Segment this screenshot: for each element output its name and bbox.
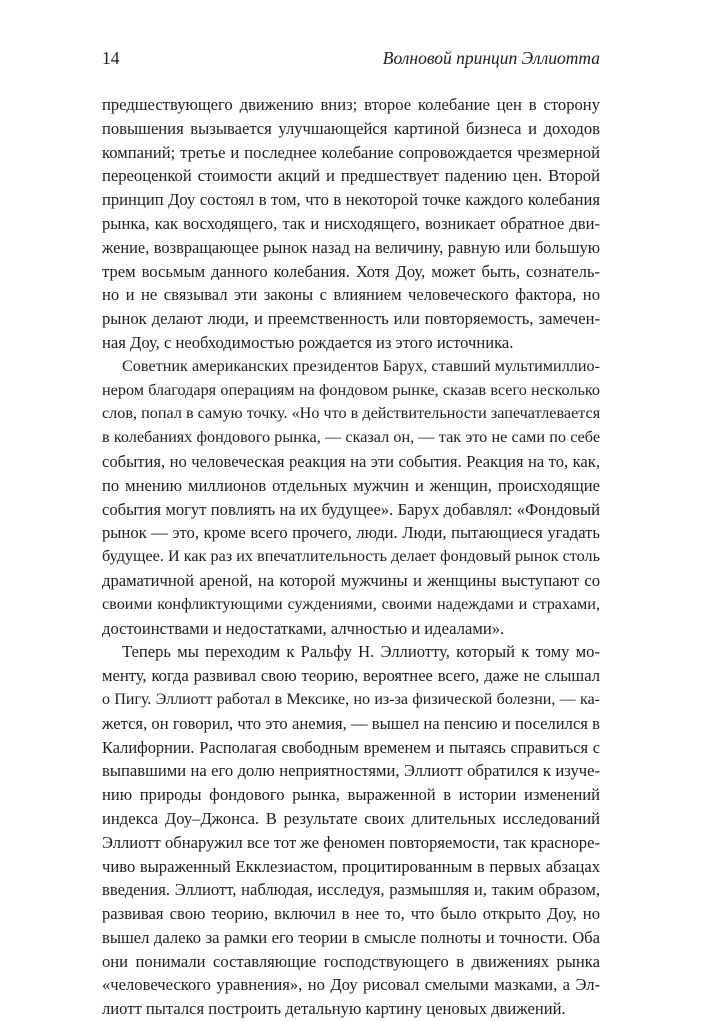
text-line: предшествующего движению вниз; второе колебание цен в сторону [102,95,600,114]
text-line: трем восьмым данного колебания. Хотя Доу, может быть, сознатель- [102,261,600,281]
text-line: введения. Эллиотт, наблюдая, исследуя, размышляя и, таким образом, [102,880,600,900]
text-line: своими конфликтующими суждениями, своими надеждами и страхами, [102,594,600,613]
text-line: принцип Доу состоял в том, что в некоторой точке каждого колебания [102,190,600,210]
text-line: жение, возвращающее рынок назад на величину, равную или большую [102,237,600,257]
text-line: события могут повлиять на их будущее». Барух добавлял: «Фондовый [102,499,600,519]
text-line: драматичной ареной, на которой мужчины и женщины выступают со [102,570,600,590]
body-text [102,93,600,1021]
text-line: ная Доу, с необходимостью рождается из этого источника. [102,332,514,352]
text-line: компаний; третье и последнее колебание сопровождается чрезмерной [102,142,600,162]
text-line: индекса Доу–Джонса. В результате своих длительных исследований [102,808,600,828]
text-line: переоценкой стоимости акций и предшествует падению цен. Второй [102,166,600,186]
text-line: выпавшими на его долю неприятностями, Эллиотт обратился к изуче- [102,761,600,781]
text-line: они понимали составляющие господствующего в движениях рынка [102,951,600,971]
text-line: жется, он говорил, что это анемия, — вышел на пенсию и поселился в [102,713,600,733]
text-line: рынок — это, кроме всего прочего, люди. Люди, пытающиеся угадать [102,523,600,543]
text-line: достоинствами и недостатками, алчностью и идеалами». [102,618,505,638]
text-line: события, но человеческая реакция на эти события. Реакция на то, как, [102,451,600,471]
text-line: в колебаниях фондового рынка, — сказал он, — так это не сами по себе [102,428,600,447]
text-line: рынка, как восходящего, так и нисходящего, возникает обратное дви- [102,213,600,233]
book-title: Волновой принцип Эллиотта [382,48,600,68]
text-line: Калифорнии. Располагая свободным временем и пытаясь справиться с [102,737,600,757]
text-line: развивая свою теорию, включил в нее то, что было открыто Доу, но [102,904,600,924]
text-line: лиотт пытался построить детальную картину ценовых движений. [102,999,566,1019]
text-line: но и не связывал эти законы с влиянием человеческого фактора, но [102,285,600,305]
text-line: чиво выраженный Екклезиастом, процитированным в первых абзацах [102,856,600,876]
text-line: рынок делают люди, и преемственность или повторяемость, замечен- [102,309,600,329]
text-line: нию природы фондового рынка, выраженной в истории изменений [102,785,600,805]
running-header [102,48,600,72]
text-line: о Пигу. Эллиотт работал в Мексике, но из-за физической болезни, — ка- [102,690,600,708]
text-line: повышения вызывается улучшающейся картиной бизнеса и доходов [102,118,600,138]
text-line: нером благодаря операциям на фондовом рынке, сказав всего несколько [102,380,600,399]
text-line: слов, попал в самую точку. «Но что в действительности запечатлевается [102,404,601,423]
text-line: по мнению миллионов отдельных мужчин и женщин, происходящие [102,475,600,495]
text-line: вышел далеко за рамки его теории в смысле полноты и точности. Оба [102,927,600,947]
text-line: «человеческого уравнения», но Доу рисовал смелыми мазками, а Эл- [102,975,600,995]
text-line: менту, когда развивал свою теорию, вероятнее всего, даже не слышал [102,666,600,686]
text-line: Эллиотт обнаружил все тот же феномен повторяемости, так красноре- [102,832,600,852]
text-line: Советник американских президентов Барух, ставший мультимиллио- [122,356,600,375]
text-line: Теперь мы переходим к Ральфу Н. Эллиотту, который к тому мо- [122,642,600,662]
text-line: будущее. И как раз их впечатлительность делает фондовый рынок столь [102,547,600,566]
page-number: 14 [102,48,120,68]
